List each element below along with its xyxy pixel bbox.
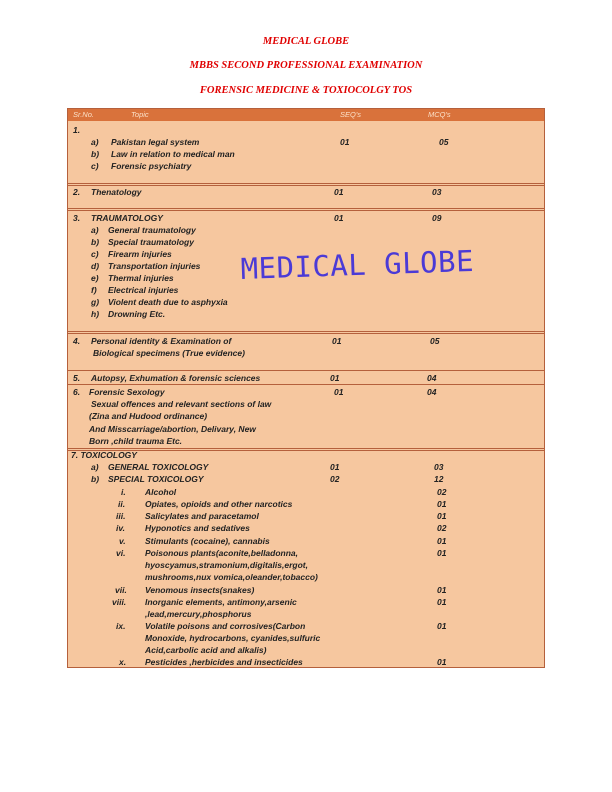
row-divider [68, 333, 544, 334]
table-cell: 5. [73, 373, 81, 383]
table-cell: Venomous insects(snakes) [145, 585, 255, 595]
table-cell: And Misscarriage/abortion, Delivary, New [89, 424, 256, 434]
table-cell: 2. [73, 187, 81, 197]
table-cell: Acid,carbolic acid and alkalis) [145, 645, 267, 655]
table-cell: 01 [334, 387, 344, 397]
table-cell: 01 [332, 336, 342, 346]
exam-title: MBBS SECOND PROFESSIONAL EXAMINATION [189, 60, 423, 71]
table-cell: 01 [437, 536, 447, 546]
table-cell: Sexual offences and relevant sections of law [91, 399, 272, 409]
table-cell: Thermal injuries [108, 273, 174, 283]
table-cell: Volatile poisons and corrosives(Carbon [145, 621, 306, 631]
table-cell: 12 [434, 474, 444, 484]
header-mcq: MCQ's [428, 110, 451, 119]
row-divider [68, 448, 544, 449]
table-cell: 03 [432, 187, 442, 197]
table-cell: Electrical injuries [108, 285, 179, 295]
table-cell: g) [91, 297, 100, 307]
table-cell: Thenatology [91, 187, 142, 197]
table-cell: Opiates, opioids and other narcotics [145, 499, 293, 509]
watermark: MEDICAL GLOBE [240, 243, 475, 286]
table-cell: GENERAL TOXICOLOGY [108, 462, 209, 472]
table-cell: 01 [437, 621, 447, 631]
table-cell: Autopsy, Exhumation & forensic sciences [91, 373, 261, 383]
table-cell: Forensic psychiatry [111, 161, 192, 171]
table-cell: h) [91, 309, 100, 319]
row-divider [68, 384, 544, 385]
table-cell: Firearm injuries [108, 249, 172, 259]
table-cell: 01 [437, 657, 447, 667]
table-cell: 01 [330, 462, 340, 472]
table-cell: a) [91, 225, 99, 235]
table-cell: Law in relation to medical man [111, 149, 235, 159]
table-cell: vii. [115, 585, 127, 595]
table-cell: TRAUMATOLOGY [91, 213, 163, 223]
row-divider [68, 210, 544, 211]
row-divider [68, 450, 544, 451]
table-cell: vi. [116, 548, 126, 558]
table-cell: 3. [73, 213, 81, 223]
table-cell: 01 [437, 548, 447, 558]
table-cell: f) [91, 285, 97, 295]
table-cell: 04 [427, 387, 437, 397]
table-cell: 01 [437, 597, 447, 607]
table-cell: 05 [430, 336, 440, 346]
table-cell: Transportation injuries [108, 261, 201, 271]
table-cell: c) [91, 249, 99, 259]
table-header [68, 109, 544, 121]
table-cell: Forensic Sexology [89, 387, 165, 397]
table-cell: i. [121, 487, 126, 497]
table-cell: 01 [437, 499, 447, 509]
table-cell: Violent death due to asphyxia [108, 297, 228, 307]
table-cell: e) [91, 273, 99, 283]
table-cell: 01 [334, 213, 344, 223]
table-cell: Inorganic elements, antimony,arsenic [145, 597, 297, 607]
table-cell: iii. [116, 511, 126, 521]
table-cell: x. [119, 657, 127, 667]
table-cell: Alcohol [145, 487, 177, 497]
table-cell: 01 [437, 585, 447, 595]
table-cell: 01 [334, 187, 344, 197]
table-cell: ,lead,mercury,phosphorus [145, 609, 252, 619]
table-cell: hyoscyamus,stramonium,digitalis,ergot, [145, 560, 308, 570]
table-cell: mushrooms,nux vomica,oleander,tobacco) [145, 572, 318, 582]
table-cell: SPECIAL TOXICOLOGY [108, 474, 204, 484]
table-cell: General traumatology [108, 225, 196, 235]
table-cell: ii. [118, 499, 126, 509]
table-cell: a) [91, 137, 99, 147]
table-cell: Special traumatology [108, 237, 194, 247]
row-divider [68, 208, 544, 209]
table-cell: iv. [116, 523, 125, 533]
table-cell: Born ,child trauma Etc. [89, 436, 183, 446]
table-cell: 05 [439, 137, 449, 147]
tos-table [67, 108, 545, 668]
table-cell: Stimulants (cocaine), cannabis [145, 536, 270, 546]
table-cell: 4. [73, 336, 81, 346]
page-title: MEDICAL GLOBE [262, 36, 350, 47]
header-topic: Topic [131, 110, 149, 119]
table-cell: Drowning Etc. [108, 309, 166, 319]
table-cell: 03 [434, 462, 444, 472]
table-cell: (Zina and Hudood ordinance) [89, 411, 208, 421]
table-cell: ix. [116, 621, 126, 631]
row-divider [68, 331, 544, 332]
subject-title: FORENSIC MEDICINE & TOXIOCOLGY TOS [199, 85, 413, 96]
row-divider [68, 370, 544, 371]
table-cell: Biological specimens (True evidence) [93, 348, 245, 358]
table-cell: b) [91, 149, 100, 159]
table-cell: Pakistan legal system [111, 137, 200, 147]
table-cell: 01 [330, 373, 340, 383]
table-cell: Hyponotics and sedatives [145, 523, 250, 533]
row-divider [68, 183, 544, 184]
table-cell: Poisonous plants(aconite,belladonna, [145, 548, 299, 558]
table-cell: 09 [432, 213, 442, 223]
table-cell: 02 [330, 474, 340, 484]
table-cell: Pesticides ,herbicides and insecticides [145, 657, 303, 667]
table-cell: 02 [437, 487, 447, 497]
table-cell: b) [91, 474, 100, 484]
table-cell: 7. TOXICOLOGY [71, 450, 137, 460]
table-cell: a) [91, 462, 99, 472]
table-cell: Monoxide, hydrocarbons, cyanides,sulfuric [145, 633, 321, 643]
table-cell: viii. [112, 597, 127, 607]
table-cell: c) [91, 161, 99, 171]
header-srno: Sr.No. [73, 110, 94, 119]
table-cell: 02 [437, 523, 447, 533]
table-cell: Salicylates and paracetamol [145, 511, 259, 521]
table-cell: Personal identity & Examination of [91, 336, 232, 346]
header-seq: SEQ's [340, 110, 362, 119]
table-cell: b) [91, 237, 100, 247]
table-cell: 01 [340, 137, 350, 147]
table-cell: 6. [73, 387, 81, 397]
table-cell: v. [119, 536, 126, 546]
table-cell: 04 [427, 373, 437, 383]
table-cell: d) [91, 261, 100, 271]
table-cell: 1. [73, 125, 81, 135]
table-cell: 01 [437, 511, 447, 521]
